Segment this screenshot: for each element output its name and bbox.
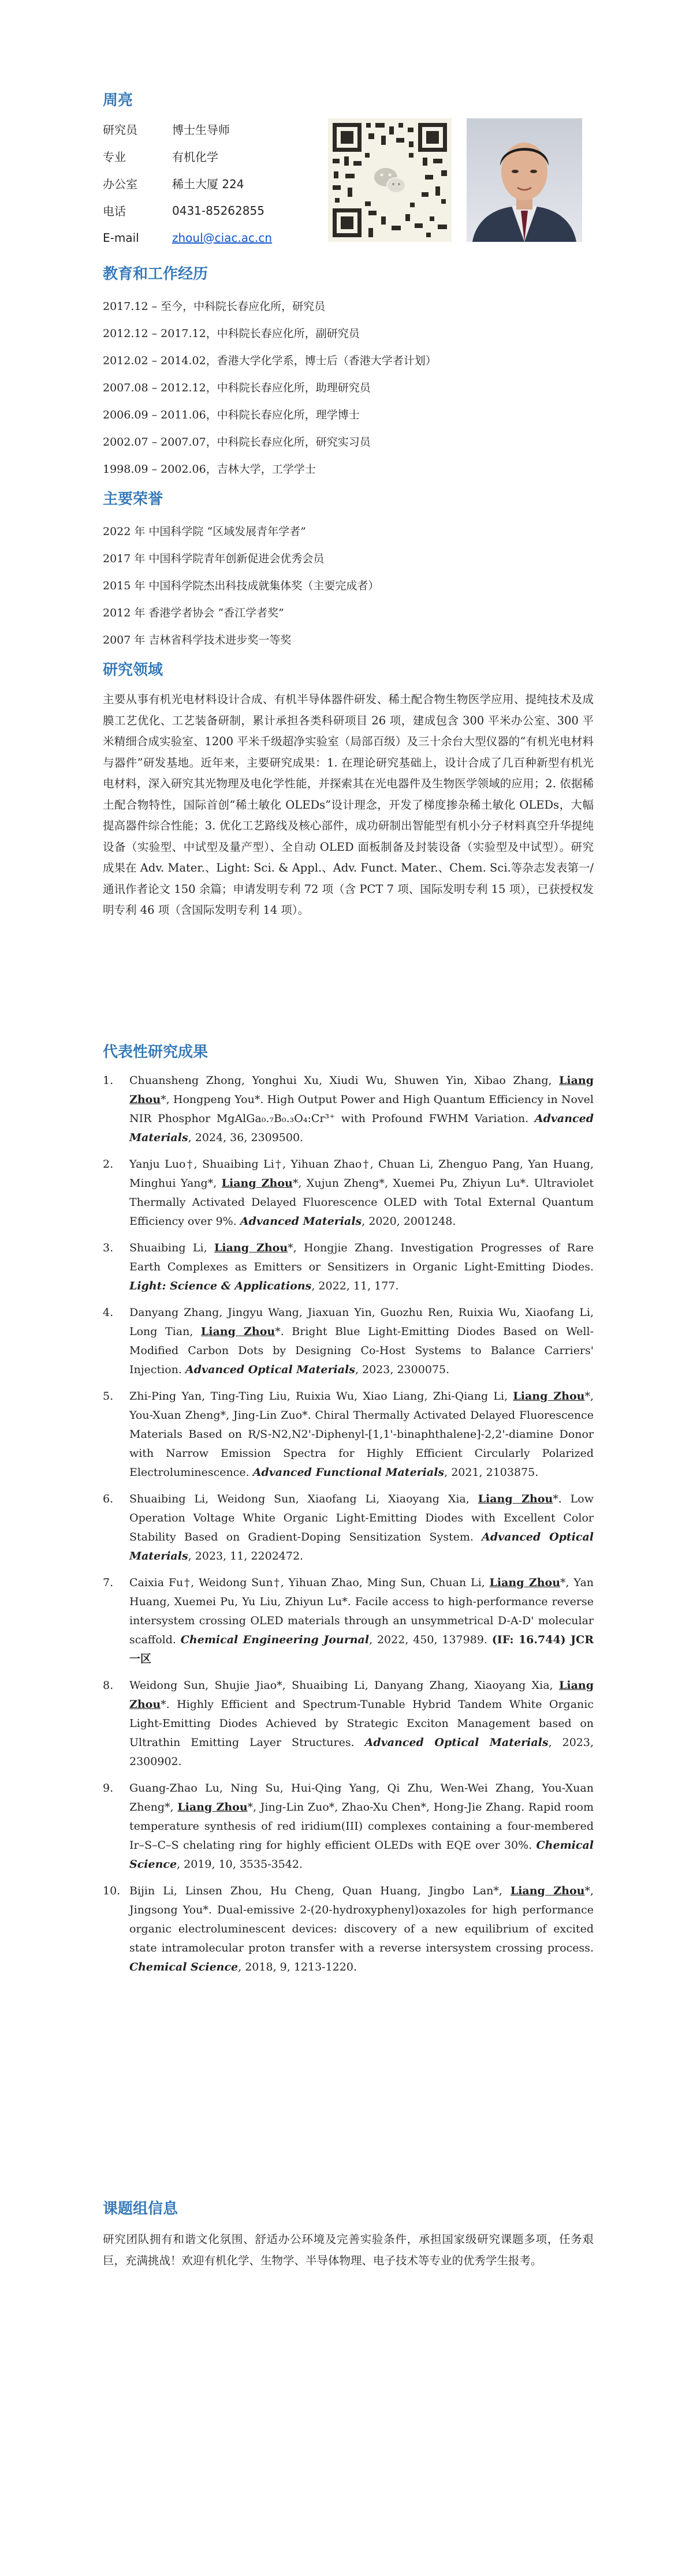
publication-item: [103, 1490, 594, 1566]
publication-number: 8.: [103, 1679, 114, 1692]
list-item: 2007.08 – 2012.12，中科院长春应化所，助理研究员: [103, 382, 371, 394]
publication-authors: Chuansheng Zhong, Yonghui Xu, Xiudi Wu, Shuwen Yin, Xibao Zhang,: [129, 1074, 559, 1087]
group-paragraph: 研究团队拥有和谐文化氛围、舒适办公环境及完善实验条件，承担国家级研究课题多项，任务艰巨，充满挑战！欢迎有机化学、生物学、半导体物理、电子技术等专业的优秀学生报考。: [103, 2233, 594, 2267]
publication-journal: Advanced Optical Materials: [364, 1736, 549, 1749]
section-title-honors: 主要荣誉: [103, 491, 163, 508]
highlighted-author: Liang Zhou: [177, 1801, 248, 1814]
publication-title: *, Yan Huang, Xuemei Pu, Yu Liu, Zhiyun Lu*. Facile access to high-performance reverse intersystem crossing OLED materials through an unsymmetrical D-A-D' molecular scaffold.: [129, 1576, 594, 1646]
info-key: 电话: [103, 204, 126, 218]
publication-citation: , 2022, 11, 177.: [311, 1280, 399, 1292]
publication-title: *. Low Operation Voltage White Organic Light-Emitting Diodes with Excellent Color Stability Based on Gradient-Doping Sensitization System.: [129, 1493, 594, 1543]
highlighted-author: Liang Zhou: [478, 1493, 553, 1505]
publication-citation: , 2023, 11, 2202472.: [188, 1550, 304, 1562]
publication-authors: Danyang Zhang, Jingyu Wang, Jiaxuan Yin, Guozhu Ren, Ruixia Wu, Xiaofang Li, Long Tian,: [129, 1306, 594, 1338]
publication-authors: Weidong Sun, Shujie Jiao*, Shuaibing Li, Danyang Zhang, Xiaoyang Xia,: [129, 1679, 559, 1692]
publication-title: *, Xujun Zheng*, Xuemei Pu, Zhiyun Lu*. Ultraviolet Thermally Activated Delayed Fluorescence OLED with Total External Quantum Efficiency over 9%.: [129, 1177, 594, 1228]
publication-citation: , 2021, 2103875.: [444, 1466, 539, 1479]
info-row-major: [103, 143, 334, 170]
publication-authors: Zhi-Ping Yan, Ting-Ting Liu, Ruixia Wu, Xiao Liang, Zhi-Qiang Li,: [129, 1390, 513, 1403]
info-row-phone: [103, 197, 334, 224]
info-key: 研究员: [103, 123, 137, 137]
publication-number: 5.: [103, 1390, 114, 1403]
research-paragraph: 主要从事有机光电材料设计合成、有机半导体器件研发、稀土配合物生物医学应用、提纯技术及成膜工艺优化、工艺装备研制，累计承担各类科研项目 26 项，建成包含 300 平米办公室、300 平米精细合成实验室、1200 平米千级超净实验室（局部百级）及三十余台大型仪器的“有机光电材料与器件”研发基地。近年来，主要研究成果：1. 在理论研究基础上，设计合成了几百种新型有机光电材料，深入研究其光物理及电化学性能，并探索其在光电器件及生物医学领域的应用；2. 依据稀土配合物特性，国际首创“稀土敏化 OLEDs”设计理念，开发了梯度掺杂稀土敏化 OLEDs，大幅提高器件综合性能；3. 优化工艺路线及核心部件，成功研制出智能型有机小分子材料真空升华提纯设备（实验型、中试型及量产型）、全自动 OLED 面板制备及封装设备（实验型及中试型）。研究成果在 Adv. Mater.、Light: Sci. & Appl.、Adv. Funct. Mater.、Chem. Sci.等杂志发表第一/通讯作者论文 150 余篇；申请发明专利 72 项（含 PCT 7 项、国际发明专利 15 项），已获授权发明专利 46 项（含国际发明专利 14 项）。: [103, 693, 594, 917]
list-item: 2012 年 香港学者协会 “香江学者奖”: [103, 607, 284, 619]
publication-number: 7.: [103, 1576, 114, 1589]
publication-item: [103, 1573, 594, 1669]
publication-item: [103, 1779, 594, 1874]
publication-number: 9.: [103, 1782, 114, 1794]
info-value: 博士生导师: [172, 123, 230, 137]
publication-title: *, Jingsong You*. Dual-emissive 2-(20-hydroxyphenyl)oxazoles for high performance organic electroluminescent devices: discovery of a new equilibrium of excited state intramolecular proton transfer with a reverse intersystem crossing process.: [129, 1885, 594, 1954]
highlighted-author: Liang Zhou: [214, 1242, 288, 1254]
publication-item: [103, 1882, 594, 1977]
highlighted-author: Liang Zhou: [489, 1576, 561, 1589]
publication-journal: Light: Science & Applications: [129, 1280, 312, 1292]
highlighted-author: Liang Zhou: [200, 1325, 275, 1338]
info-key: E-mail: [103, 230, 139, 245]
wechat-qr-code-image: [328, 118, 452, 242]
email-value: [172, 231, 272, 245]
section-title-education: 教育和工作经历: [103, 266, 208, 283]
info-value: 稀土大厦 224: [172, 177, 244, 191]
section-title-group: 课题组信息: [103, 2200, 178, 2218]
education-list: [103, 292, 594, 482]
info-row-email: [103, 224, 334, 251]
publication-authors: Guang-Zhao Lu, Ning Su, Hui-Qing Yang, Qi Zhu, Wen-Wei Zhang, You-Xuan Zheng*,: [129, 1782, 594, 1814]
publication-title: *. Highly Efficient and Spectrum-Tunable Hybrid Tandem White Organic Light-Emitting Diodes Achieved by Strategic Exciton Management based on Ultrathin Emitting Layer Structures.: [129, 1698, 594, 1749]
honors-list: [103, 517, 594, 653]
publication-item: [103, 1155, 594, 1231]
publication-list: [103, 1071, 594, 1984]
highlighted-author: Liang Zhou: [510, 1885, 585, 1897]
publication-authors: Caixia Fu†, Weidong Sun†, Yihuan Zhao, Ming Sun, Chuan Li,: [129, 1576, 490, 1589]
person-name: 周亮: [103, 92, 133, 109]
publication-citation: , 2020, 2001248.: [362, 1215, 456, 1228]
list-item: 2012.12 – 2017.12，中科院长春应化所，副研究员: [103, 327, 360, 340]
list-item: 2015 年 中国科学院杰出科技成就集体奖（主要完成者）: [103, 579, 379, 592]
info-value: 有机化学: [172, 150, 218, 164]
publication-item: [103, 1303, 594, 1379]
list-item: 2017.12 – 至今，中科院长春应化所，研究员: [103, 300, 326, 313]
info-value: 0431-85262855: [172, 203, 264, 218]
publication-journal: Chemical Science: [129, 1961, 239, 1973]
publication-journal: Chemical Engineering Journal: [180, 1633, 370, 1646]
publication-item: [103, 1676, 594, 1771]
publication-authors: Shuaibing Li, Weidong Sun, Xiaofang Li, Xiaoyang Xia,: [129, 1493, 478, 1505]
publication-journal: Advanced Optical Materials: [129, 1531, 594, 1562]
info-row-office: [103, 170, 334, 197]
list-item: 2006.09 – 2011.06，中科院长春应化所，理学博士: [103, 409, 360, 421]
info-key: 办公室: [103, 177, 137, 191]
publication-journal: Chemical Science: [129, 1839, 594, 1871]
publication-citation: , 2019, 10, 3535-3542.: [177, 1858, 303, 1871]
publication-title: *, Hongpeng You*. High Output Power and High Quantum Efficiency in Novel NIR Phosphor MgAlGa₀.₇B₀.₃O₄:Cr³⁺ with Profound FWHM Variation.: [129, 1093, 594, 1125]
publication-authors: Bijin Li, Linsen Zhou, Hu Cheng, Quan Huang, Jingbo Lan*,: [129, 1885, 511, 1897]
list-item: 1998.09 – 2002.06，吉林大学，工学学士: [103, 463, 316, 476]
publication-number: 3.: [103, 1242, 114, 1254]
publication-number: 1.: [103, 1074, 114, 1087]
highlighted-author: Liang Zhou: [221, 1177, 293, 1190]
publication-item: [103, 1387, 594, 1482]
publication-journal: Advanced Functional Materials: [252, 1466, 445, 1479]
list-item: 2017 年 中国科学院青年创新促进会优秀会员: [103, 552, 325, 565]
publication-citation: , 2018, 9, 1213-1220.: [238, 1961, 357, 1973]
publication-number: 10.: [103, 1885, 121, 1897]
publication-journal: Advanced Materials: [240, 1215, 362, 1228]
section-title-publications: 代表性研究成果: [103, 1044, 208, 1061]
publication-item: [103, 1239, 594, 1296]
publication-item: [103, 1071, 594, 1147]
publication-number: 4.: [103, 1306, 114, 1319]
email-link[interactable]: zhoul@ciac.ac.cn: [172, 230, 273, 245]
publication-citation: , 2022, 450, 137989.: [369, 1633, 492, 1646]
publication-citation: , 2023, 2300075.: [355, 1363, 450, 1376]
portrait-photo: [467, 118, 582, 242]
publication-citation: , 2024, 36, 2309500.: [188, 1131, 304, 1144]
list-item: 2007 年 吉林省科学技术进步奖一等奖: [103, 634, 292, 646]
publication-number: 2.: [103, 1158, 114, 1171]
list-item: 2022 年 中国科学院 “区域发展青年学者”: [103, 525, 306, 538]
publication-journal: Advanced Materials: [129, 1112, 594, 1144]
publication-citation: , 2023, 2300902.: [129, 1736, 594, 1768]
profile-info: [103, 115, 334, 251]
publication-title: *, You-Xuan Zheng*, Jing-Lin Zuo*. Chiral Thermally Activated Delayed Fluorescence Materials Based on R/S-N2,N2'-Diphenyl-[1,1'-binaphthalene]-2,2'-diamine Donor with Narrow Emission Spectra for Highly Efficient Circularly Polarized Electroluminescence.: [129, 1390, 594, 1479]
publication-title: *, Hongjie Zhang. Investigation Progresses of Rare Earth Complexes as Emitters or Sensitizers in Organic Light-Emitting Diodes.: [129, 1242, 594, 1273]
highlighted-author: Liang Zhou: [513, 1390, 585, 1403]
info-row-title: [103, 115, 334, 143]
impact-factor-note: (IF: 16.744) JCR 一区: [129, 1633, 594, 1665]
publication-title: *. Bright Blue Light-Emitting Diodes Based on Well-Modified Carbon Dots by Designing Co-Host Systems to Balance Carriers' Injection.: [129, 1325, 594, 1376]
publication-number: 6.: [103, 1493, 114, 1505]
list-item: 2002.07 – 2007.07，中科院长春应化所，研究实习员: [103, 436, 371, 448]
section-title-research: 研究领域: [103, 661, 163, 679]
publication-authors: Yanju Luo†, Shuaibing Li†, Yihuan Zhao†, Chuan Li, Zhenguo Pang, Yan Huang, Minghui Yang*,: [129, 1158, 594, 1190]
highlighted-author: Liang Zhou: [129, 1074, 594, 1106]
highlighted-author: Liang Zhou: [129, 1679, 594, 1711]
list-item: 2012.02 – 2014.02，香港大学化学系，博士后（香港大学者计划）: [103, 354, 437, 367]
info-key: 专业: [103, 150, 126, 164]
publication-authors: Shuaibing Li,: [129, 1242, 215, 1254]
publication-journal: Advanced Optical Materials: [185, 1363, 355, 1376]
publication-title: *, Jing-Lin Zuo*, Zhao-Xu Chen*, Hong-Jie Zhang. Rapid room temperature synthesis of red iridium(III) complexes containing a four-membered Ir–S–C–S chelating ring for highly efficient OLEDs with EQE over 30%.: [129, 1801, 594, 1852]
